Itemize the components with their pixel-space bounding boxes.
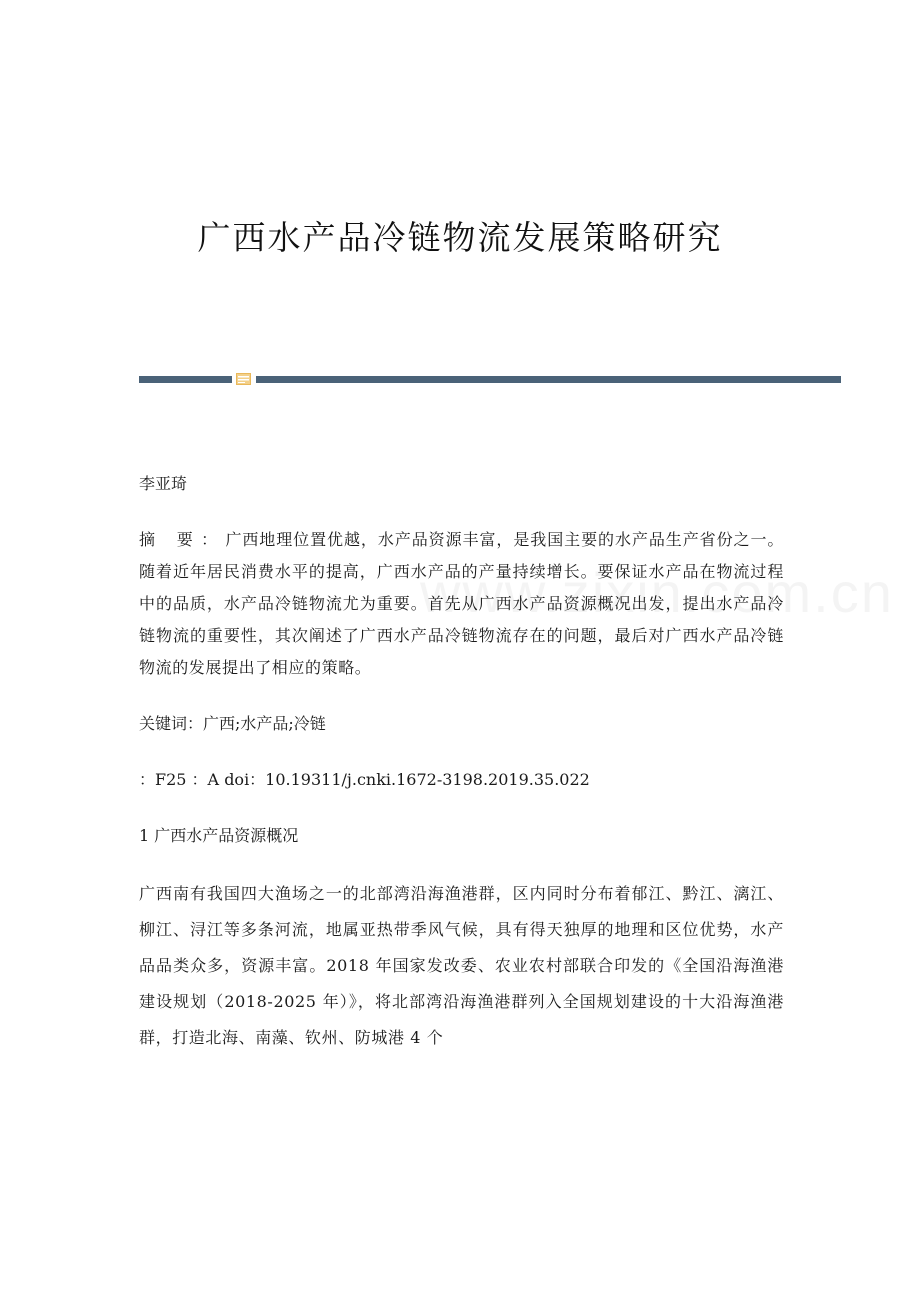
- classification-doi-line: ：F25 ：A doi：10.19311/j.cnki.1672-3198.2019.35.022: [139, 770, 590, 789]
- divider-bar-left: [139, 376, 232, 383]
- divider-bar-right: [256, 376, 841, 383]
- keywords-line: 关键词：广西;水产品;冷链: [139, 714, 326, 733]
- document-title: 广西水产品冷链物流发展策略研究: [197, 218, 723, 257]
- section-heading: 1 广西水产品资源概况: [139, 826, 299, 845]
- document-ornament-icon: [236, 373, 251, 385]
- document-body: [139, 468, 784, 1056]
- abstract-paragraph: [139, 524, 784, 684]
- body-paragraph: 广西南有我国四大渔场之一的北部湾沿海渔港群，区内同时分布着郁江、黔江、漓江、柳江、浔江等多条河流，地属亚热带季风气候，具有得天独厚的地理和区位优势，水产品品类众多，资源丰富。2018 年国家发改委、农业农村部联合印发的《全国沿海渔港建设规划（2018-2025 年）》，将北部湾沿海渔港群列入全国规划建设的十大沿海渔港群，打造北海、南藻、钦州、防城港 4 个: [139, 884, 784, 1047]
- abstract-label: 摘 要：: [139, 530, 226, 549]
- title-divider: [139, 375, 841, 384]
- author-name: 李亚琦: [139, 474, 188, 493]
- abstract-text: 广西地理位置优越，水产品资源丰富，是我国主要的水产品生产省份之一。随着近年居民消费水平的提高，广西水产品的产量持续增长。要保证水产品在物流过程中的品质，水产品冷链物流尤为重要。首先从广西水产品资源概况出发，提出水产品冷链物流的重要性，其次阐述了广西水产品冷链物流存在的问题，最后对广西水产品冷链物流的发展提出了相应的策略。: [139, 530, 784, 677]
